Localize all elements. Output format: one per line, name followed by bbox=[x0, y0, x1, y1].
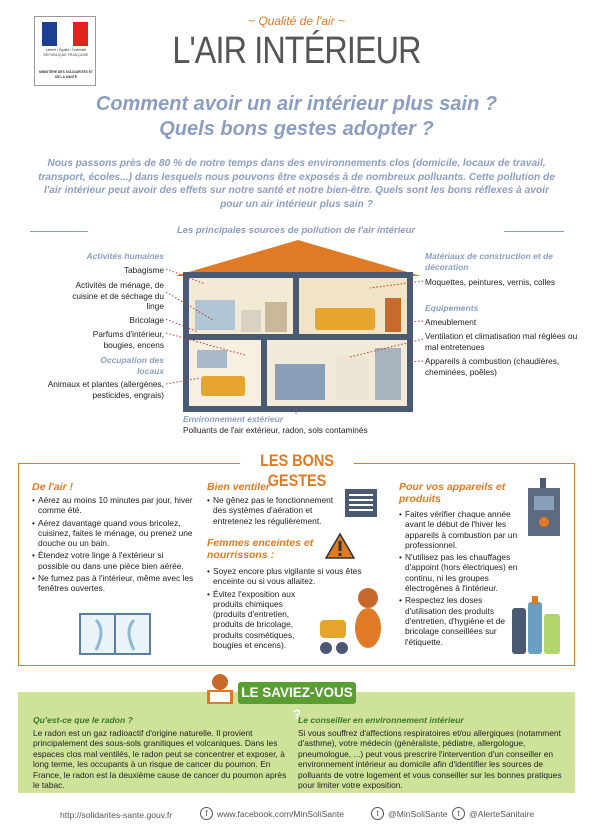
air-item: • Ne fumez pas à l'intérieur, même avec les fenêtres ouvertes. bbox=[32, 573, 195, 594]
appareils-item: • Faites vérifier chaque année avant le début de l'hiver les appareils à combustion par un professionnel. bbox=[399, 509, 524, 550]
appareils-item: • Respectez les doses d'utilisation des produits d'entretien, d'hygiène et de bricolage conseillées sur l'étiquette. bbox=[399, 595, 509, 646]
page-subtitle: ~ Qualité de l'air ~ bbox=[247, 14, 345, 28]
twitter-icon: t bbox=[452, 807, 465, 820]
femmes-item: • Soyez encore plus vigilante si vous êtes enceinte ou si vous allaitez. bbox=[207, 566, 392, 587]
occupation-title: Occupation des locaux bbox=[100, 355, 164, 376]
source-moquettes: Moquettes, peintures, vernis, colles bbox=[425, 277, 556, 287]
footer-twitter-1[interactable] bbox=[371, 807, 447, 820]
logo-motto: Liberté • Égalité • Fraternité bbox=[45, 48, 87, 52]
source-exterieur: Polluants de l'air extérieur, radon, sols contaminés bbox=[183, 425, 368, 435]
logo-ministry: MINISTÈRE DES SOLIDARITÉS ET DE LA SANTÉ bbox=[39, 70, 93, 79]
radon-heading: Qu'est-ce que le radon ? bbox=[33, 715, 133, 725]
saviez-vous-title: LE SAVIEZ-VOUS ? bbox=[238, 682, 356, 704]
ventiler-heading: Bien ventiler bbox=[207, 481, 271, 493]
source-bricolage: Bricolage bbox=[129, 315, 164, 325]
products-bottles-icon bbox=[510, 594, 562, 656]
air-heading: De l'air ! bbox=[32, 481, 74, 493]
air-item: • Aérez au moins 10 minutes par jour, hiver comme été. bbox=[32, 495, 195, 516]
twitter-icon: t bbox=[371, 807, 384, 820]
ventiler-list bbox=[207, 495, 342, 528]
question-1: Comment avoir un air intérieur plus sain ? bbox=[95, 93, 498, 115]
mother-baby-icon bbox=[312, 584, 390, 658]
source-ventilation: Ventilation et climatisation mal réglées ou mal entretenues bbox=[425, 331, 578, 352]
footer-facebook[interactable] bbox=[200, 807, 344, 820]
intro-text: Nous passons près de 80 % de notre temps dans des environnements clos (domicile, locaux de travail, transport, écoles...) dans lesquels nous pouvons être exposés à de nombreux polluants. Cette pollution de l'air intérieur peut avoir des effets sur notre santé et notre bien-être. Quels sont les bons réflexes à avoir pour un air intérieur plus sain ? bbox=[38, 158, 555, 210]
appareils-list bbox=[399, 509, 524, 649]
radon-text: Le radon est un gaz radioactif d'origine naturelle. Il provient principalement des sous-sols granitiques et volcaniques. Dans les espaces clos mal ventilés, le radon peut se concentrer et exposer, à long terme, les occupants à un risque de cancer du poumon. En France, le radon est la deuxième cause de cancer du poumon après le tabac. bbox=[33, 728, 287, 791]
femmes-item: • Évitez l'exposition aux produits chimiques (produits d'entretien, produits de bricolage, produits cosmétiques, bougies et encens). bbox=[207, 589, 307, 651]
source-combustion: Appareils à combustion (chaudières, cheminées, poêles) bbox=[425, 356, 560, 377]
activites-title: Activités humaines bbox=[86, 251, 164, 261]
footer-site-link[interactable]: http://solidarites-sante.gouv.fr bbox=[60, 810, 173, 820]
footer-twitter-2[interactable] bbox=[452, 807, 534, 820]
boiler-icon bbox=[524, 478, 564, 540]
air-list bbox=[32, 495, 195, 596]
air-item: • Étendez votre linge à l'extérieur si possible ou dans une pièce bien aérée. bbox=[32, 550, 195, 571]
page-title: L'AIR INTÉRIEUR bbox=[172, 30, 421, 72]
window-icon bbox=[76, 610, 154, 658]
sources-title: Les principales sources de pollution de l'air intérieur bbox=[176, 225, 416, 236]
footer-twitter-link-1[interactable]: @MinSoliSante bbox=[388, 808, 448, 819]
house-illustration bbox=[175, 240, 421, 412]
footer-twitter-link-2[interactable]: @AlerteSanitaire bbox=[469, 808, 535, 819]
air-item: • Aérez davantage quand vous bricolez, cuisinez, faites le ménage, ou prenez une douche ou un bain. bbox=[32, 518, 195, 549]
footer-facebook-link[interactable]: www.facebook.com/MinSoliSante bbox=[217, 808, 345, 819]
conseiller-text: Si vous souffrez d'affections respiratoires et/ou allergiques (notamment d'asthme), votre médecin (généraliste, pédiatre, allergologue, pneumologue, ...) peut vous prescrire l'intervention d'un conseiller en environnement intérieur au domicile afin d'identifier les sources de polluants de votre logement et vous conseiller sur les bonnes pratiques pour limiter votre exposition. bbox=[298, 728, 562, 791]
source-ameublement: Ameublement bbox=[425, 317, 477, 327]
divider bbox=[30, 231, 88, 232]
source-tabagisme: Tabagisme bbox=[123, 265, 164, 275]
vent-icon bbox=[344, 488, 378, 518]
exterieur-title: Environnement extérieur bbox=[183, 414, 284, 424]
source-menage: Activités de ménage, de cuisine et de séchage du linge bbox=[72, 280, 164, 311]
materiaux-title: Matériaux de construction et de décoration bbox=[425, 251, 553, 272]
bons-gestes-title: LES BONS GESTES bbox=[240, 451, 354, 473]
source-parfums: Parfums d'intérieur, bougies, encens bbox=[92, 329, 164, 350]
femmes-heading: Femmes enceintes et nourrissons : bbox=[207, 537, 314, 561]
appareils-item: • N'utilisez pas les chauffages d'appoint (hors électriques) en continu, ni les groupes électrogènes à l'intérieur. bbox=[399, 552, 539, 593]
equipements-title: Equipements bbox=[425, 303, 479, 313]
ventiler-item: • Ne gênez pas le fonctionnement des systèmes d'aération et entretenez les régulièrement. bbox=[207, 495, 342, 526]
facebook-icon: f bbox=[200, 807, 213, 820]
question-2: Quels bons gestes adopter ? bbox=[159, 118, 434, 140]
conseiller-heading: Le conseiller en environnement intérieur bbox=[298, 715, 464, 725]
divider bbox=[504, 231, 564, 232]
source-animaux: Animaux et plantes (allergènes, pesticides, engrais) bbox=[47, 379, 164, 400]
appareils-heading: Pour vos appareils et produits bbox=[399, 481, 506, 505]
reading-person-icon bbox=[201, 672, 239, 706]
logo-republic: RÉPUBLIQUE FRANÇAISE bbox=[43, 53, 89, 57]
warning-icon bbox=[324, 532, 356, 560]
